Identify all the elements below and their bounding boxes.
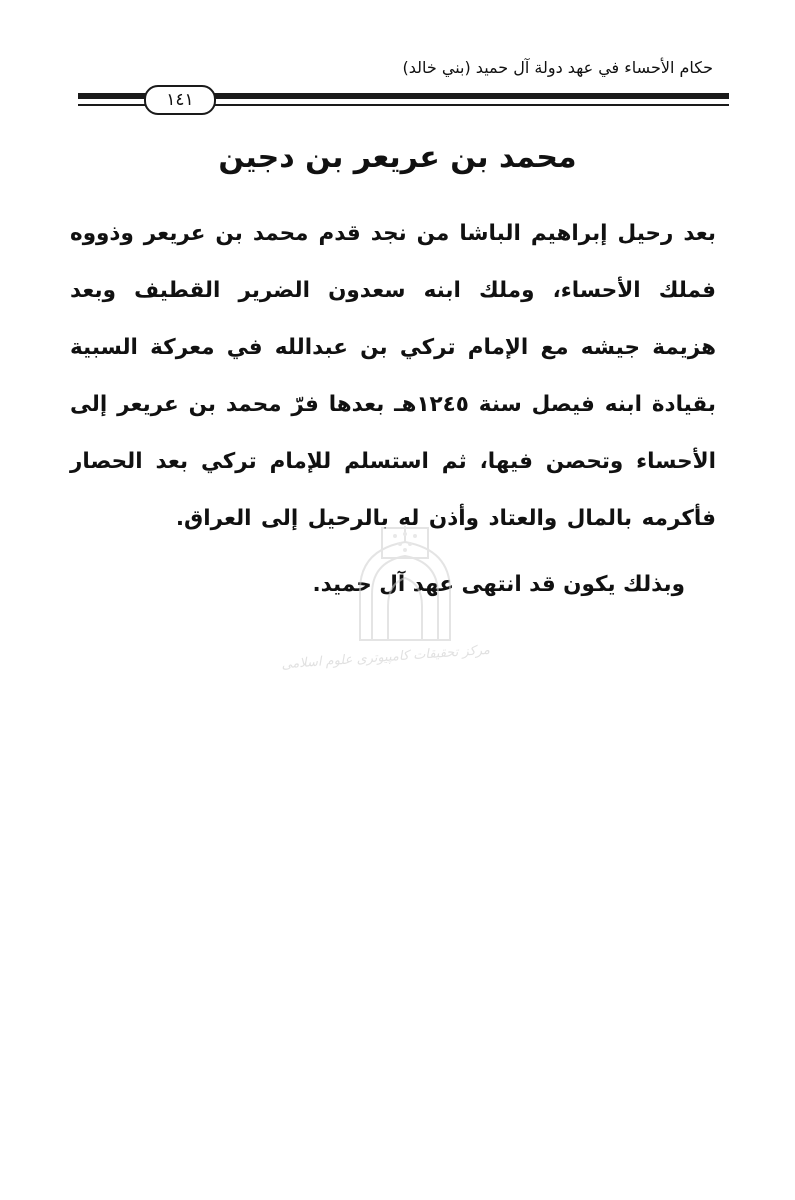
mosque-dome-emblem-icon bbox=[300, 520, 510, 650]
section-heading: محمد بن عريعر بن دجين bbox=[218, 140, 577, 175]
page-number: ١٤١ bbox=[144, 85, 216, 115]
closing-sentence: وبذلك يكون قد انتهى عهد آل حميد. bbox=[312, 572, 685, 597]
watermark bbox=[280, 520, 510, 680]
body-paragraph bbox=[70, 205, 716, 547]
watermark-caption: مرکز تحقیقات کامپیوتری علوم اسلامی bbox=[280, 642, 491, 673]
running-title: حكام الأحساء في عهد دولة آل حميد (بني خالد) bbox=[402, 58, 713, 77]
body-text: بعد رحيل إبراهيم الباشا من نجد قدم محمد بن عريعر وذووه فملك الأحساء، وملك ابنه سعدون الضرير القطيف وبعد هزيمة جيشه مع الإمام تركي بن عبدالله في معركة السبية بقيادة ابنه فيصل سنة ١٢٤٥هـ بعدها فرّ محمد بن عريعر إلى الأحساء وتحصن فيها، ثم استسلم للإمام تركي بعد الحصار فأكرمه بالمال والعتاد وأذن له بالرحيل إلى العراق. bbox=[70, 221, 716, 531]
